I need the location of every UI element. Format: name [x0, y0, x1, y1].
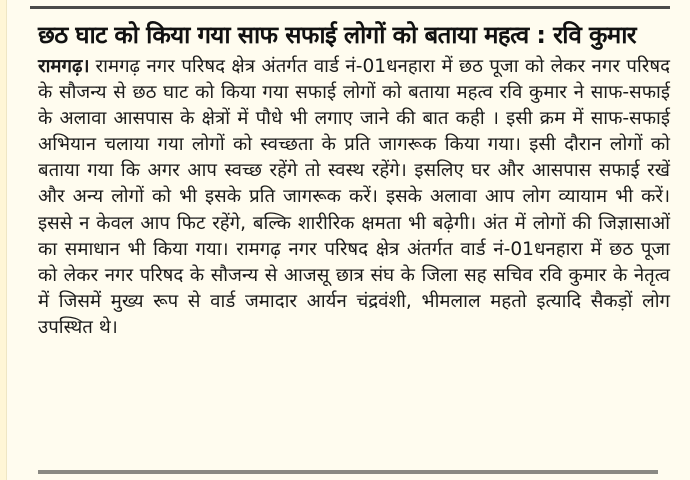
article: [38, 16, 670, 468]
article-body: [38, 54, 670, 341]
left-margin-strip: [0, 0, 7, 480]
next-headline-edge: [38, 470, 658, 480]
article-body-text: रामगढ़ नगर परिषद क्षेत्र अंतर्गत वार्ड नं-01धनहारा में छठ पूजा को लेकर नगर परिषद के सौजन्य से छठ घाट को किया गया सफाई लोगों को बताया महत्व रवि कुमार ने साफ-सफाई के अलावा आसपास के क्षेत्रों में पौधे भी लगाए जाने की बात कही । इसी क्रम में साफ-सफाई अभियान चलाया गया लोगों को स्वच्छता के प्रति जागरूक किया गया। इसी दौरान लोगों को बताया गया कि अगर आप स्वच्छ रहेंगे तो स्वस्थ रहेंगे। इसलिए घर और आसपास सफाई रखें और अन्य लोगों को भी इसके प्रति जागरूक करें। इसके अलावा आप लोग व्यायाम भी करें। इससे न केवल आप फिट रहेंगे, बल्कि शारीरिक क्षमता भी बढ़ेगी। अंत में लोगों की जिज्ञासाओं का समाधान भी किया गया। रामगढ़ नगर परिषद क्षेत्र अंतर्गत वार्ड नं-01धनहारा में छठ पूजा को लेकर नगर परिषद के सौजन्य से आजसू छात्र संघ के जिला सह सचिव रवि कुमार के नेतृत्व में जिसमें मुख्य रूप से वार्ड जमादार आर्यन चंद्रवंशी, भीमलाल महतो इत्यादि सैकड़ों लोग उपस्थित थे।: [38, 56, 670, 338]
top-rule: [30, 6, 670, 9]
article-dateline: रामगढ़।: [38, 56, 90, 77]
article-headline: छठ घाट को किया गया साफ सफाई लोगों को बताया महत्व : रवि कुमार: [38, 21, 637, 49]
